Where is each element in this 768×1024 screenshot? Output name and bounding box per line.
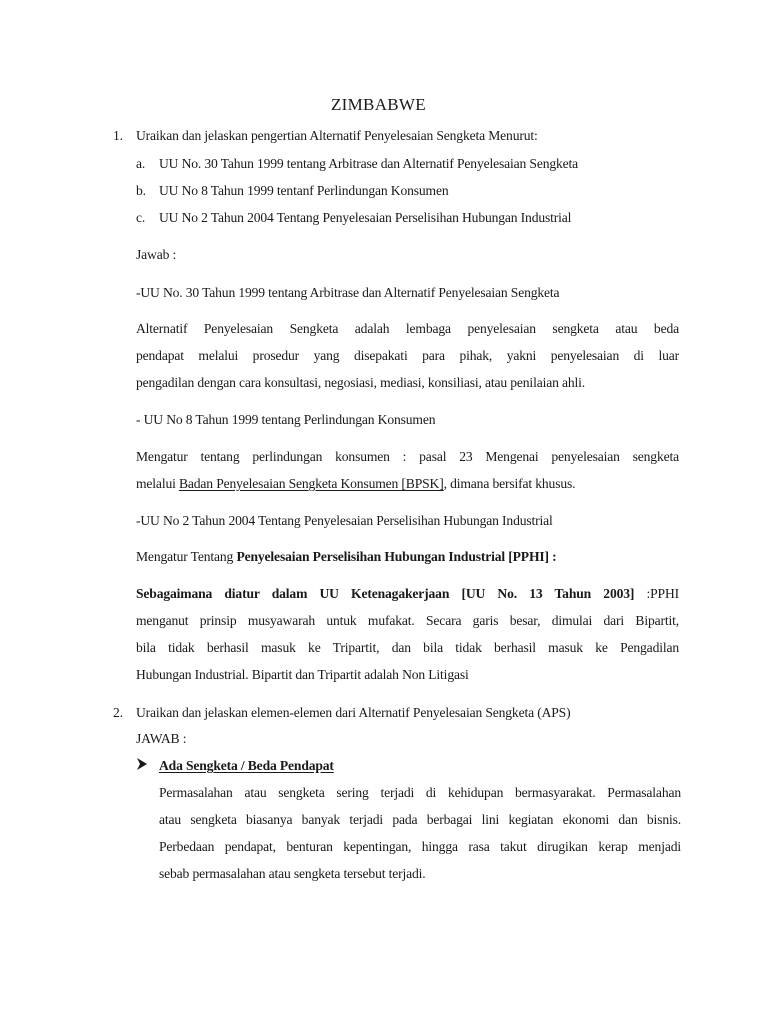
section-1-line-3: pengadilan dengan cara konsultasi, negosiasi, mediasi, konsiliasi, atau penilaian ahli. <box>136 375 586 390</box>
section-3-heading: -UU No 2 Tahun 2004 Tentang Penyelesaian Perselisihan Hubungan Industrial <box>136 513 553 528</box>
section-3-intro <box>136 549 557 565</box>
answer-label-2: JAWAB : <box>136 731 187 746</box>
section-1-heading: -UU No. 30 Tahun 1999 tentang Arbitrase dan Alternatif Penyelesaian Sengketa <box>136 285 560 300</box>
section-3-para-line-3: bila tidak berhasil masuk ke Tripartit, dan bila tidak berhasil masuk ke Pengadilan <box>136 640 679 655</box>
bpsk-link[interactable]: Badan Penyelesaian Sengketa Konsumen [BPSK] <box>178 476 444 491</box>
section-2-line-2-pre: melalui <box>136 476 179 491</box>
bullet-line-3: Perbedaan pendapat, benturan kepentingan, hingga rasa takut dirugikan kerap menjadi <box>159 839 681 854</box>
document-title: ZIMBABWE <box>331 95 426 114</box>
section-3-para-line-1 <box>136 586 679 602</box>
section-2-line-2 <box>136 476 575 492</box>
bullet-line-2: atau sengketa biasanya banyak terjadi pada berbagai lini kegiatan ekonomi dan bisnis. <box>159 812 681 827</box>
section-3-para-line-4: Hubungan Industrial. Bipartit dan Tripartit adalah Non Litigasi <box>136 667 469 682</box>
section-3-para-bold: Sebagaimana diatur dalam UU Ketenagakerjaan [UU No. 13 Tahun 2003] <box>136 586 635 601</box>
item-a-letter: a. <box>136 156 146 171</box>
section-2-heading: - UU No 8 Tahun 1999 tentang Perlindungan Konsumen <box>136 412 436 427</box>
question-1-text: Uraikan dan jelaskan pengertian Alternatif Penyelesaian Sengketa Menurut: <box>136 128 538 143</box>
answer-label: Jawab : <box>136 247 177 262</box>
item-c-text: UU No 2 Tahun 2004 Tentang Penyelesaian Perselisihan Hubungan Industrial <box>159 210 572 225</box>
question-2-number: 2. <box>113 705 123 720</box>
item-c-letter: c. <box>136 210 146 225</box>
section-2-line-2-post: , dimana bersifat khusus. <box>443 476 576 491</box>
bullet-line-4: sebab permasalahan atau sengketa tersebut terjadi. <box>159 866 426 881</box>
bullet-heading <box>159 758 334 774</box>
question-2-text: Uraikan dan jelaskan elemen-elemen dari Alternatif Penyelesaian Sengketa (APS) <box>136 705 571 720</box>
section-2-line-1: Mengatur tentang perlindungan konsumen : pasal 23 Mengenai penyelesaian sengketa <box>136 449 679 464</box>
arrowhead-bullet-icon <box>136 757 148 776</box>
bullet-line-1: Permasalahan atau sengketa sering terjadi di kehidupan bermasyarakat. Permasalahan <box>159 785 681 800</box>
section-3-para-rest: :PPHI <box>634 586 679 601</box>
section-1-line-1: Alternatif Penyelesaian Sengketa adalah lembaga penyelesaian sengketa atau beda <box>136 321 679 336</box>
item-b-text: UU No 8 Tahun 1999 tentanf Perlindungan Konsumen <box>159 183 449 198</box>
item-b-letter: b. <box>136 183 146 198</box>
bullet-heading-text: Ada Sengketa / Beda Pendapat <box>159 758 334 773</box>
section-3-para-line-2: menganut prinsip musyawarah untuk mufakat. Secara garis besar, dimulai dari Bipartit, <box>136 613 679 628</box>
section-3-intro-bold: Penyelesaian Perselisihan Hubungan Industrial [PPHI] : <box>236 549 557 564</box>
section-3-intro-pre: Mengatur Tentang <box>136 549 237 564</box>
section-1-line-2: pendapat melalui prosedur yang disepakati para pihak, yakni penyelesaian di luar <box>136 348 679 363</box>
item-a-text: UU No. 30 Tahun 1999 tentang Arbitrase dan Alternatif Penyelesaian Sengketa <box>159 156 579 171</box>
question-1-number: 1. <box>113 128 123 143</box>
